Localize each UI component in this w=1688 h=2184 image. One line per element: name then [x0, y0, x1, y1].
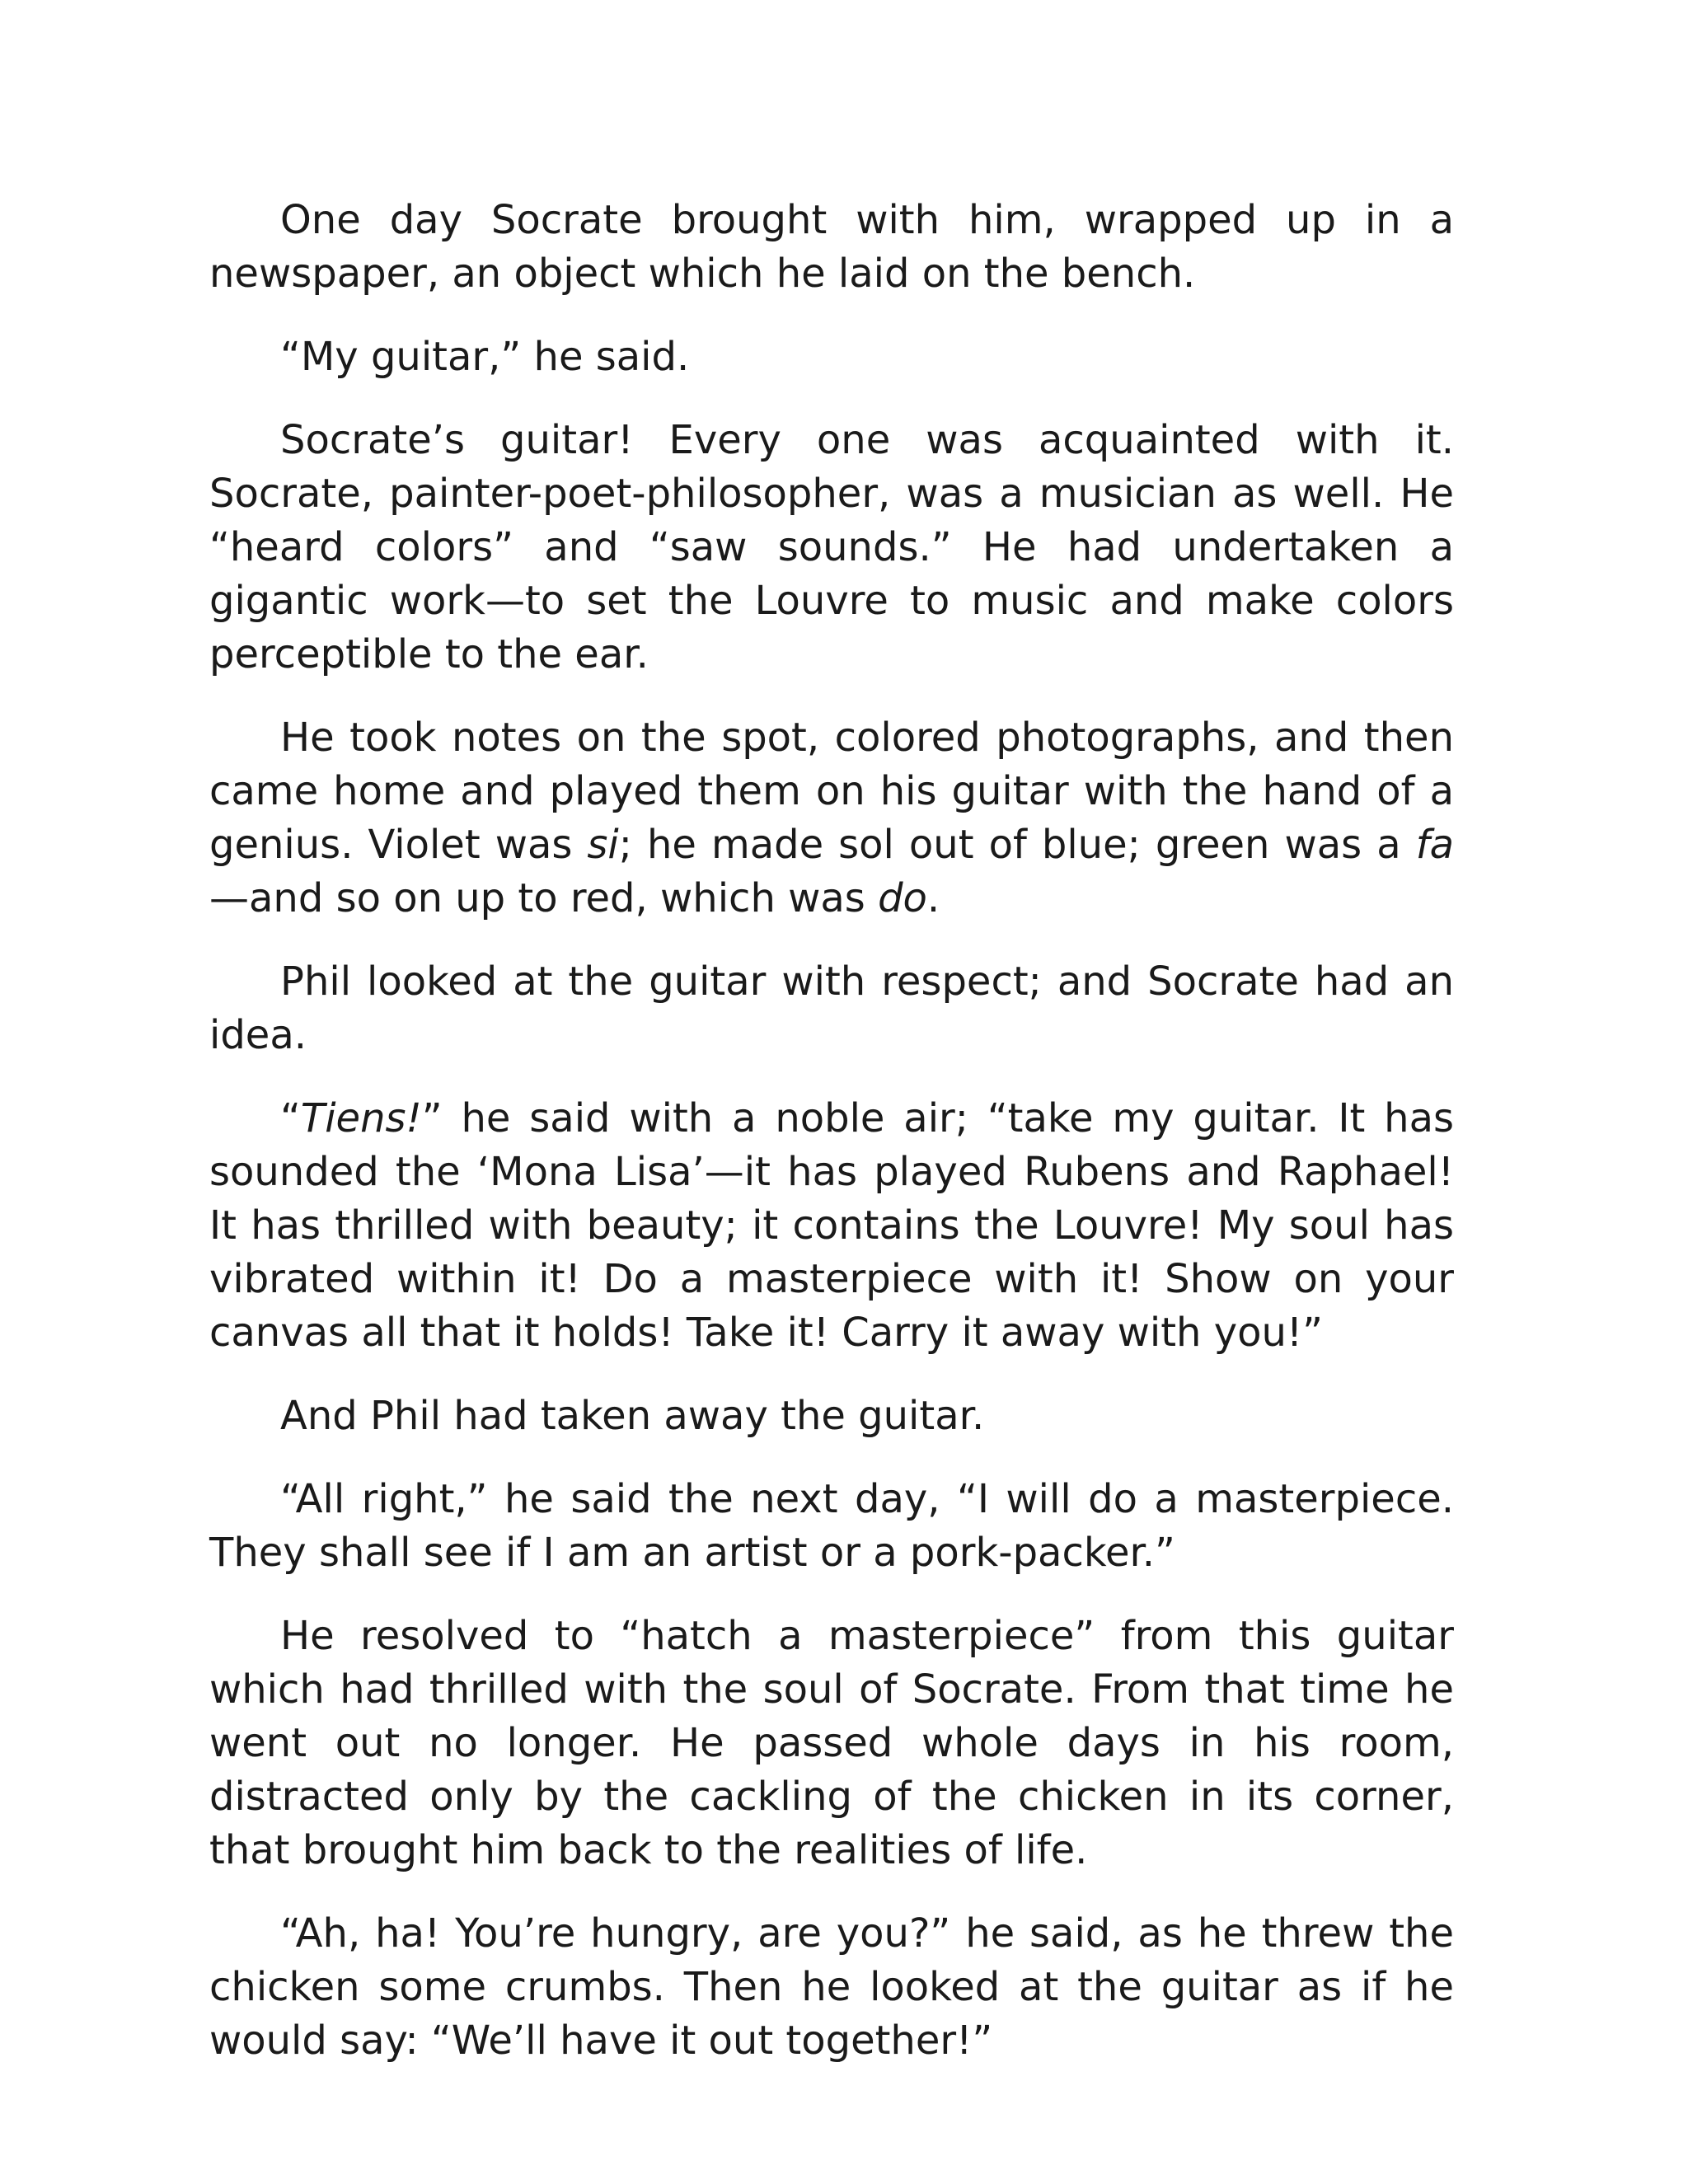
- paragraph: And Phil had taken away the guitar.: [280, 1393, 985, 1439]
- paragraph: Socrate’s guitar! Every one was acquainted with it. Socrate, painter-poet-philosopher, was a musician as well. He “heard colors” and “saw sounds.” He had undertaken a gigantic work—to set the Louvre to music and make colors perceptible to the ear.: [209, 417, 1454, 677]
- italic-note-do: do: [878, 875, 927, 921]
- italic-note-si: si: [587, 822, 619, 868]
- italic-word-tiens: Tiens!: [300, 1095, 422, 1141]
- paragraph: He resolved to “hatch a masterpiece” from this guitar which had thrilled with the soul of Socrate. From that time he went out no longer. He passed whole days in his room, distracted only by the cackling of the chicken in its corner, that brought him back to the realities of life.: [209, 1613, 1454, 1873]
- paragraph: Phil looked at the guitar with respect; and Socrate had an idea.: [209, 958, 1454, 1058]
- paragraph: “All right,” he said the next day, “I will do a masterpiece. They shall see if I am an artist or a pork-packer.”: [209, 1476, 1454, 1576]
- paragraph: One day Socrate brought with him, wrapped up in a newspaper, an object which he laid on the bench.: [209, 197, 1454, 297]
- italic-note-fa: fa: [1415, 822, 1454, 868]
- paragraph: He took notes on the spot, colored photographs, and then came home and played them on his guitar with the hand of a genius. Violet was si; he made sol out of blue; green was a fa—and so on up to red, which was do.: [209, 715, 1454, 921]
- paragraph: “My guitar,” he said.: [280, 334, 690, 380]
- page-body: [209, 194, 1454, 2068]
- paragraph: “Ah, ha! You’re hungry, are you?” he said, as he threw the chicken some crumbs. Then he looked at the guitar as if he would say: “We’ll have it out together!”: [209, 1910, 1454, 2064]
- paragraph: “Tiens!” he said with a noble air; “take my guitar. It has sounded the ‘Mona Lisa’—it has played Rubens and Raphael! It has thrilled with beauty; it contains the Louvre! My soul has vibrated within it! Do a masterpiece with it! Show on your canvas all that it holds! Take it! Carry it away with you!”: [209, 1095, 1454, 1356]
